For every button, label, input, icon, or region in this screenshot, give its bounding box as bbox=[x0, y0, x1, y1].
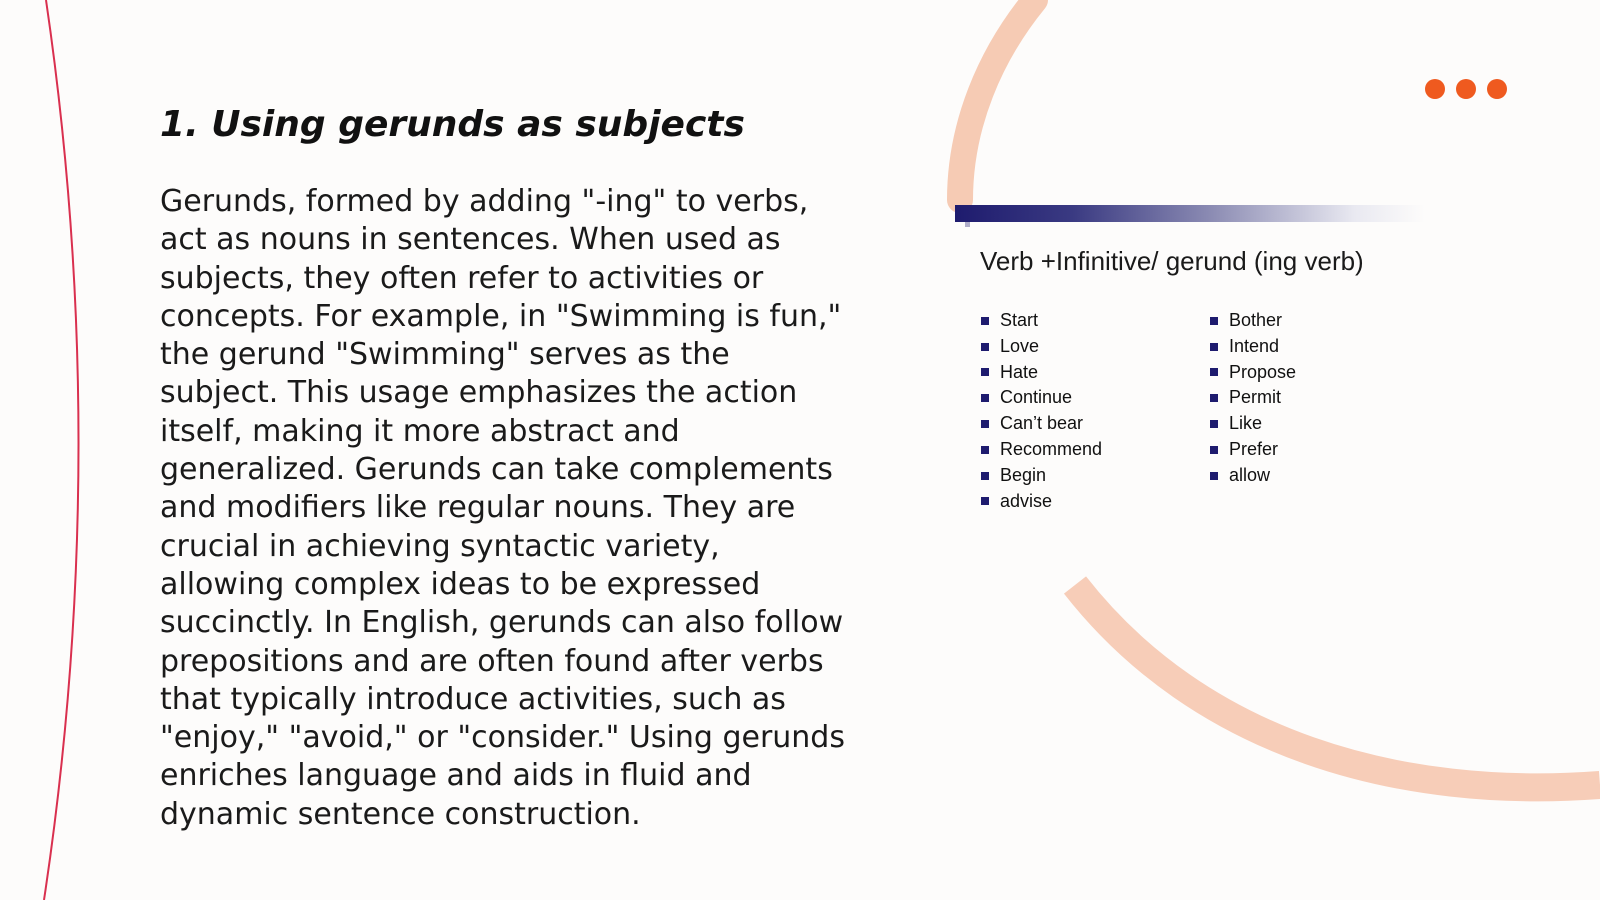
square-bullet-icon bbox=[981, 420, 989, 428]
list-item bbox=[981, 360, 1102, 386]
list-item bbox=[1210, 437, 1296, 463]
square-bullet-icon bbox=[981, 368, 989, 376]
verb-label: Continue bbox=[1000, 387, 1073, 408]
square-mark bbox=[965, 222, 970, 227]
verb-label: Start bbox=[1000, 310, 1039, 330]
verb-label: Permit bbox=[1229, 387, 1282, 408]
upper-peach-arc bbox=[960, 0, 1035, 200]
list-item bbox=[981, 334, 1102, 360]
square-bullet-icon bbox=[981, 343, 989, 351]
verb-label: Begin bbox=[1000, 464, 1047, 485]
list-item bbox=[1210, 308, 1296, 334]
list-item bbox=[1210, 385, 1296, 411]
verb-label: Recommend bbox=[1000, 438, 1103, 459]
panel-header-bar bbox=[955, 205, 1425, 222]
list-item bbox=[981, 463, 1102, 489]
list-item bbox=[981, 489, 1102, 515]
verb-label: Intend bbox=[1229, 335, 1280, 356]
verb-label: Can’t bear bbox=[1000, 413, 1084, 434]
list-item bbox=[981, 411, 1102, 437]
dot-icon bbox=[1456, 79, 1476, 99]
verb-label: Like bbox=[1229, 413, 1263, 434]
lower-peach-arc bbox=[1075, 585, 1600, 787]
three-dots-icon bbox=[1425, 79, 1507, 99]
square-bullet-icon bbox=[1210, 472, 1218, 480]
slide-title: 1. Using gerunds as subjects bbox=[160, 104, 745, 145]
verb-label: Prefer bbox=[1229, 438, 1279, 459]
verb-label: Love bbox=[1000, 335, 1040, 356]
verb-list-left bbox=[981, 308, 1102, 514]
dot-icon bbox=[1425, 79, 1445, 99]
list-item bbox=[1210, 334, 1296, 360]
verb-label: Propose bbox=[1229, 361, 1297, 382]
square-bullet-icon bbox=[1210, 317, 1218, 325]
square-bullet-icon bbox=[1210, 368, 1218, 376]
square-bullet-icon bbox=[1210, 343, 1218, 351]
panel-title: Verb +Infinitive/ gerund (ing verb) bbox=[980, 246, 1364, 276]
square-bullet-icon bbox=[1210, 446, 1218, 454]
body-paragraph: Gerunds, formed by adding "-ing" to verbs, act as nouns in sentences. When used as subjects, they often refer to activities or concepts. For example, in "Swimming is fun," the gerund "Swimming" serves as the subject. This usage emphasizes the action itself, making it more abstract and generalized. Gerunds can take complements and modifiers like regular nouns. They are crucial in achieving syntactic variety, allowing complex ideas to be expressed succinctly. In English, gerunds can also follow prepositions and are often found after verbs that typically introduce activities, such as "enjoy," "avoid," or "consider." Using gerunds enriches language and aids in fluid and dynamic sentence construction. bbox=[160, 184, 845, 832]
list-item bbox=[981, 385, 1102, 411]
list-item bbox=[981, 437, 1102, 463]
square-bullet-icon bbox=[981, 446, 989, 454]
square-bullet-icon bbox=[1210, 420, 1218, 428]
verb-label: Bother bbox=[1229, 310, 1283, 330]
list-item bbox=[981, 308, 1102, 334]
list-item bbox=[1210, 463, 1296, 489]
verb-label: allow bbox=[1229, 464, 1271, 485]
list-item bbox=[1210, 360, 1296, 386]
dot-icon bbox=[1487, 79, 1507, 99]
verb-list-right bbox=[1210, 308, 1296, 489]
square-bullet-icon bbox=[981, 497, 989, 505]
square-bullet-icon bbox=[981, 472, 989, 480]
list-item bbox=[1210, 411, 1296, 437]
verb-label: advise bbox=[1000, 490, 1053, 511]
square-bullet-icon bbox=[981, 317, 989, 325]
left-curve-line bbox=[44, 0, 79, 900]
square-bullet-icon bbox=[981, 394, 989, 402]
square-bullet-icon bbox=[1210, 394, 1218, 402]
verb-label: Hate bbox=[1000, 361, 1039, 382]
